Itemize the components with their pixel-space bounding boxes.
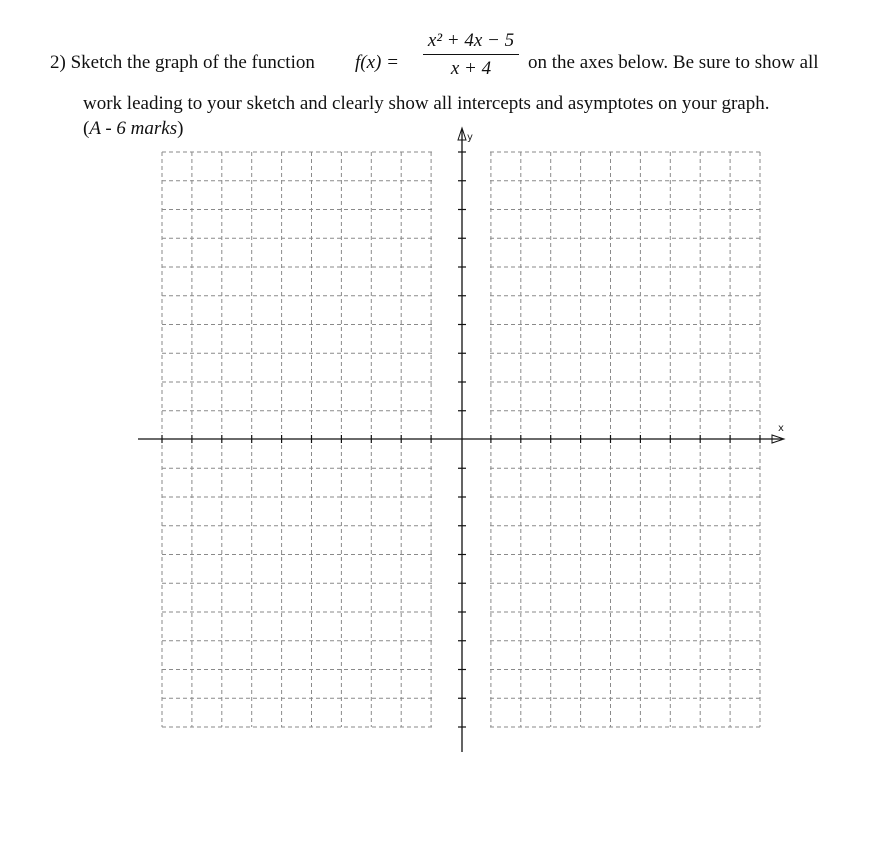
marks-close: ) (177, 118, 184, 139)
fraction-numerator: x² + 4x − 5 (427, 30, 515, 51)
y-axis-label: y (467, 132, 473, 143)
question-lead-text: Sketch the graph of the function (70, 52, 315, 73)
question-after-fraction: on the axes below. Be sure to show all (528, 52, 819, 73)
question-line-2: work leading to your sketch and clearly show all intercepts and asymptotes on your graph. (83, 93, 770, 114)
function-lhs-text: f(x) = (355, 52, 399, 73)
marks-open: ( (83, 118, 90, 139)
marks-text: A - 6 marks (89, 118, 178, 139)
x-axis-label: x (778, 423, 784, 434)
fraction-denominator: x + 4 (450, 58, 492, 79)
question-number: 2) (50, 52, 66, 73)
